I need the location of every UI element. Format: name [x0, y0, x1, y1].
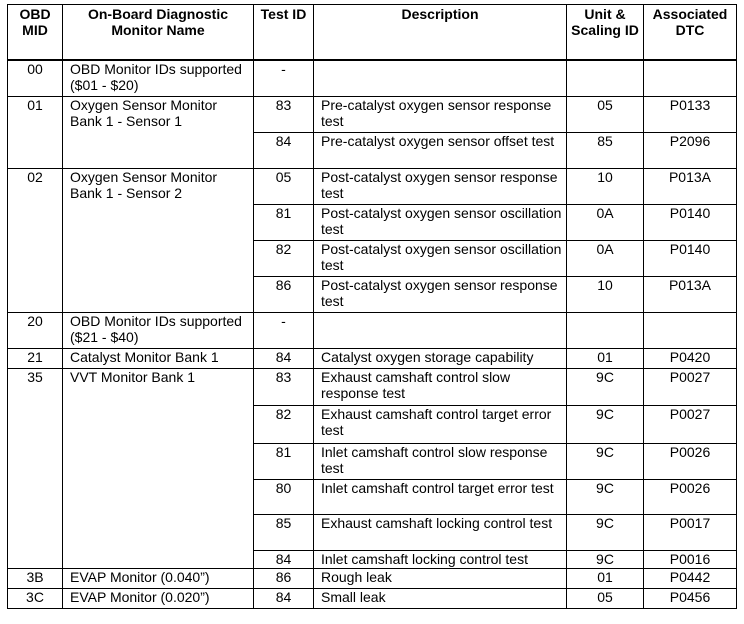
monitor-name-cell: Catalyst Monitor Bank 1 — [63, 348, 254, 368]
associated-dtc-cell: P0017 — [644, 514, 737, 550]
associated-dtc-cell: P0016 — [644, 550, 737, 568]
description-cell: Post-catalyst oxygen sensor oscillation test — [314, 240, 567, 276]
test-id-cell: 84 — [254, 550, 314, 568]
description-cell: Pre-catalyst oxygen sensor response test — [314, 96, 567, 132]
table-row — [8, 96, 737, 132]
obd-mid-cell: 02 — [8, 168, 63, 312]
monitor-name-cell: Oxygen Sensor Monitor Bank 1 - Sensor 1 — [63, 96, 254, 168]
description-cell — [314, 60, 567, 96]
unit-scaling-id-cell: 9C — [567, 550, 644, 568]
header-row — [8, 5, 737, 61]
test-id-cell: 84 — [254, 348, 314, 368]
associated-dtc-cell: P0140 — [644, 204, 737, 240]
test-id-cell: 85 — [254, 514, 314, 550]
unit-scaling-id-cell: 10 — [567, 276, 644, 312]
table-row — [8, 348, 737, 368]
associated-dtc-cell: P0442 — [644, 568, 737, 588]
unit-scaling-id-cell: 9C — [567, 514, 644, 550]
associated-dtc-cell: P0133 — [644, 96, 737, 132]
test-id-cell: - — [254, 312, 314, 348]
associated-dtc-cell: P0027 — [644, 368, 737, 405]
description-cell: Inlet camshaft control slow response test — [314, 443, 567, 479]
test-id-cell: 05 — [254, 168, 314, 204]
monitor-name-cell: EVAP Monitor (0.020”) — [63, 588, 254, 608]
obd-mid-cell: 00 — [8, 60, 63, 96]
obd-mid-cell: 20 — [8, 312, 63, 348]
description-cell: Exhaust camshaft control slow response test — [314, 368, 567, 405]
table-row — [8, 568, 737, 588]
description-cell: Post-catalyst oxygen sensor response test — [314, 276, 567, 312]
description-cell: Pre-catalyst oxygen sensor offset test — [314, 132, 567, 168]
associated-dtc-cell: P0026 — [644, 443, 737, 479]
table-row — [8, 588, 737, 608]
monitor-name-cell: VVT Monitor Bank 1 — [63, 368, 254, 568]
test-id-cell: 81 — [254, 204, 314, 240]
associated-dtc-cell — [644, 312, 737, 348]
unit-scaling-id-cell: 10 — [567, 168, 644, 204]
test-id-cell: 82 — [254, 240, 314, 276]
header-unit-scaling-id: Unit & Scaling ID — [567, 5, 644, 61]
test-id-cell: - — [254, 60, 314, 96]
description-cell: Catalyst oxygen storage capability — [314, 348, 567, 368]
associated-dtc-cell: P2096 — [644, 132, 737, 168]
monitor-name-cell: OBD Monitor IDs supported ($21 - $40) — [63, 312, 254, 348]
table-row — [8, 368, 737, 405]
header-obd-mid: OBD MID — [8, 5, 63, 61]
table-row — [8, 60, 737, 96]
header-monitor-name: On-Board Diagnostic Monitor Name — [63, 5, 254, 61]
associated-dtc-cell: P0420 — [644, 348, 737, 368]
unit-scaling-id-cell: 05 — [567, 96, 644, 132]
description-cell: Exhaust camshaft locking control test — [314, 514, 567, 550]
description-cell: Exhaust camshaft control target error test — [314, 405, 567, 443]
obd-monitor-table — [7, 4, 737, 609]
obd-mid-cell: 35 — [8, 368, 63, 568]
unit-scaling-id-cell: 0A — [567, 240, 644, 276]
test-id-cell: 86 — [254, 568, 314, 588]
table-row — [8, 312, 737, 348]
unit-scaling-id-cell: 85 — [567, 132, 644, 168]
description-cell: Inlet camshaft locking control test — [314, 550, 567, 568]
test-id-cell: 86 — [254, 276, 314, 312]
test-id-cell: 83 — [254, 96, 314, 132]
unit-scaling-id-cell — [567, 60, 644, 96]
test-id-cell: 81 — [254, 443, 314, 479]
associated-dtc-cell — [644, 60, 737, 96]
test-id-cell: 84 — [254, 132, 314, 168]
unit-scaling-id-cell: 0A — [567, 204, 644, 240]
obd-mid-cell: 01 — [8, 96, 63, 168]
header-associated-dtc: Associated DTC — [644, 5, 737, 61]
monitor-name-cell: OBD Monitor IDs supported ($01 - $20) — [63, 60, 254, 96]
unit-scaling-id-cell: 01 — [567, 568, 644, 588]
description-cell: Small leak — [314, 588, 567, 608]
description-cell: Inlet camshaft control target error test — [314, 479, 567, 514]
description-cell: Rough leak — [314, 568, 567, 588]
test-id-cell: 83 — [254, 368, 314, 405]
unit-scaling-id-cell: 01 — [567, 348, 644, 368]
unit-scaling-id-cell — [567, 312, 644, 348]
monitor-name-cell: Oxygen Sensor Monitor Bank 1 - Sensor 2 — [63, 168, 254, 312]
unit-scaling-id-cell: 9C — [567, 479, 644, 514]
unit-scaling-id-cell: 9C — [567, 405, 644, 443]
description-cell: Post-catalyst oxygen sensor oscillation test — [314, 204, 567, 240]
associated-dtc-cell: P013A — [644, 168, 737, 204]
associated-dtc-cell: P013A — [644, 276, 737, 312]
description-cell: Post-catalyst oxygen sensor response test — [314, 168, 567, 204]
unit-scaling-id-cell: 05 — [567, 588, 644, 608]
unit-scaling-id-cell: 9C — [567, 443, 644, 479]
associated-dtc-cell: P0027 — [644, 405, 737, 443]
test-id-cell: 84 — [254, 588, 314, 608]
obd-mid-cell: 21 — [8, 348, 63, 368]
table-body — [8, 60, 737, 608]
table-row — [8, 168, 737, 204]
test-id-cell: 80 — [254, 479, 314, 514]
header-test-id: Test ID — [254, 5, 314, 61]
header-description: Description — [314, 5, 567, 61]
unit-scaling-id-cell: 9C — [567, 368, 644, 405]
associated-dtc-cell: P0140 — [644, 240, 737, 276]
test-id-cell: 82 — [254, 405, 314, 443]
obd-mid-cell: 3B — [8, 568, 63, 588]
monitor-name-cell: EVAP Monitor (0.040”) — [63, 568, 254, 588]
associated-dtc-cell: P0456 — [644, 588, 737, 608]
description-cell — [314, 312, 567, 348]
associated-dtc-cell: P0026 — [644, 479, 737, 514]
obd-mid-cell: 3C — [8, 588, 63, 608]
